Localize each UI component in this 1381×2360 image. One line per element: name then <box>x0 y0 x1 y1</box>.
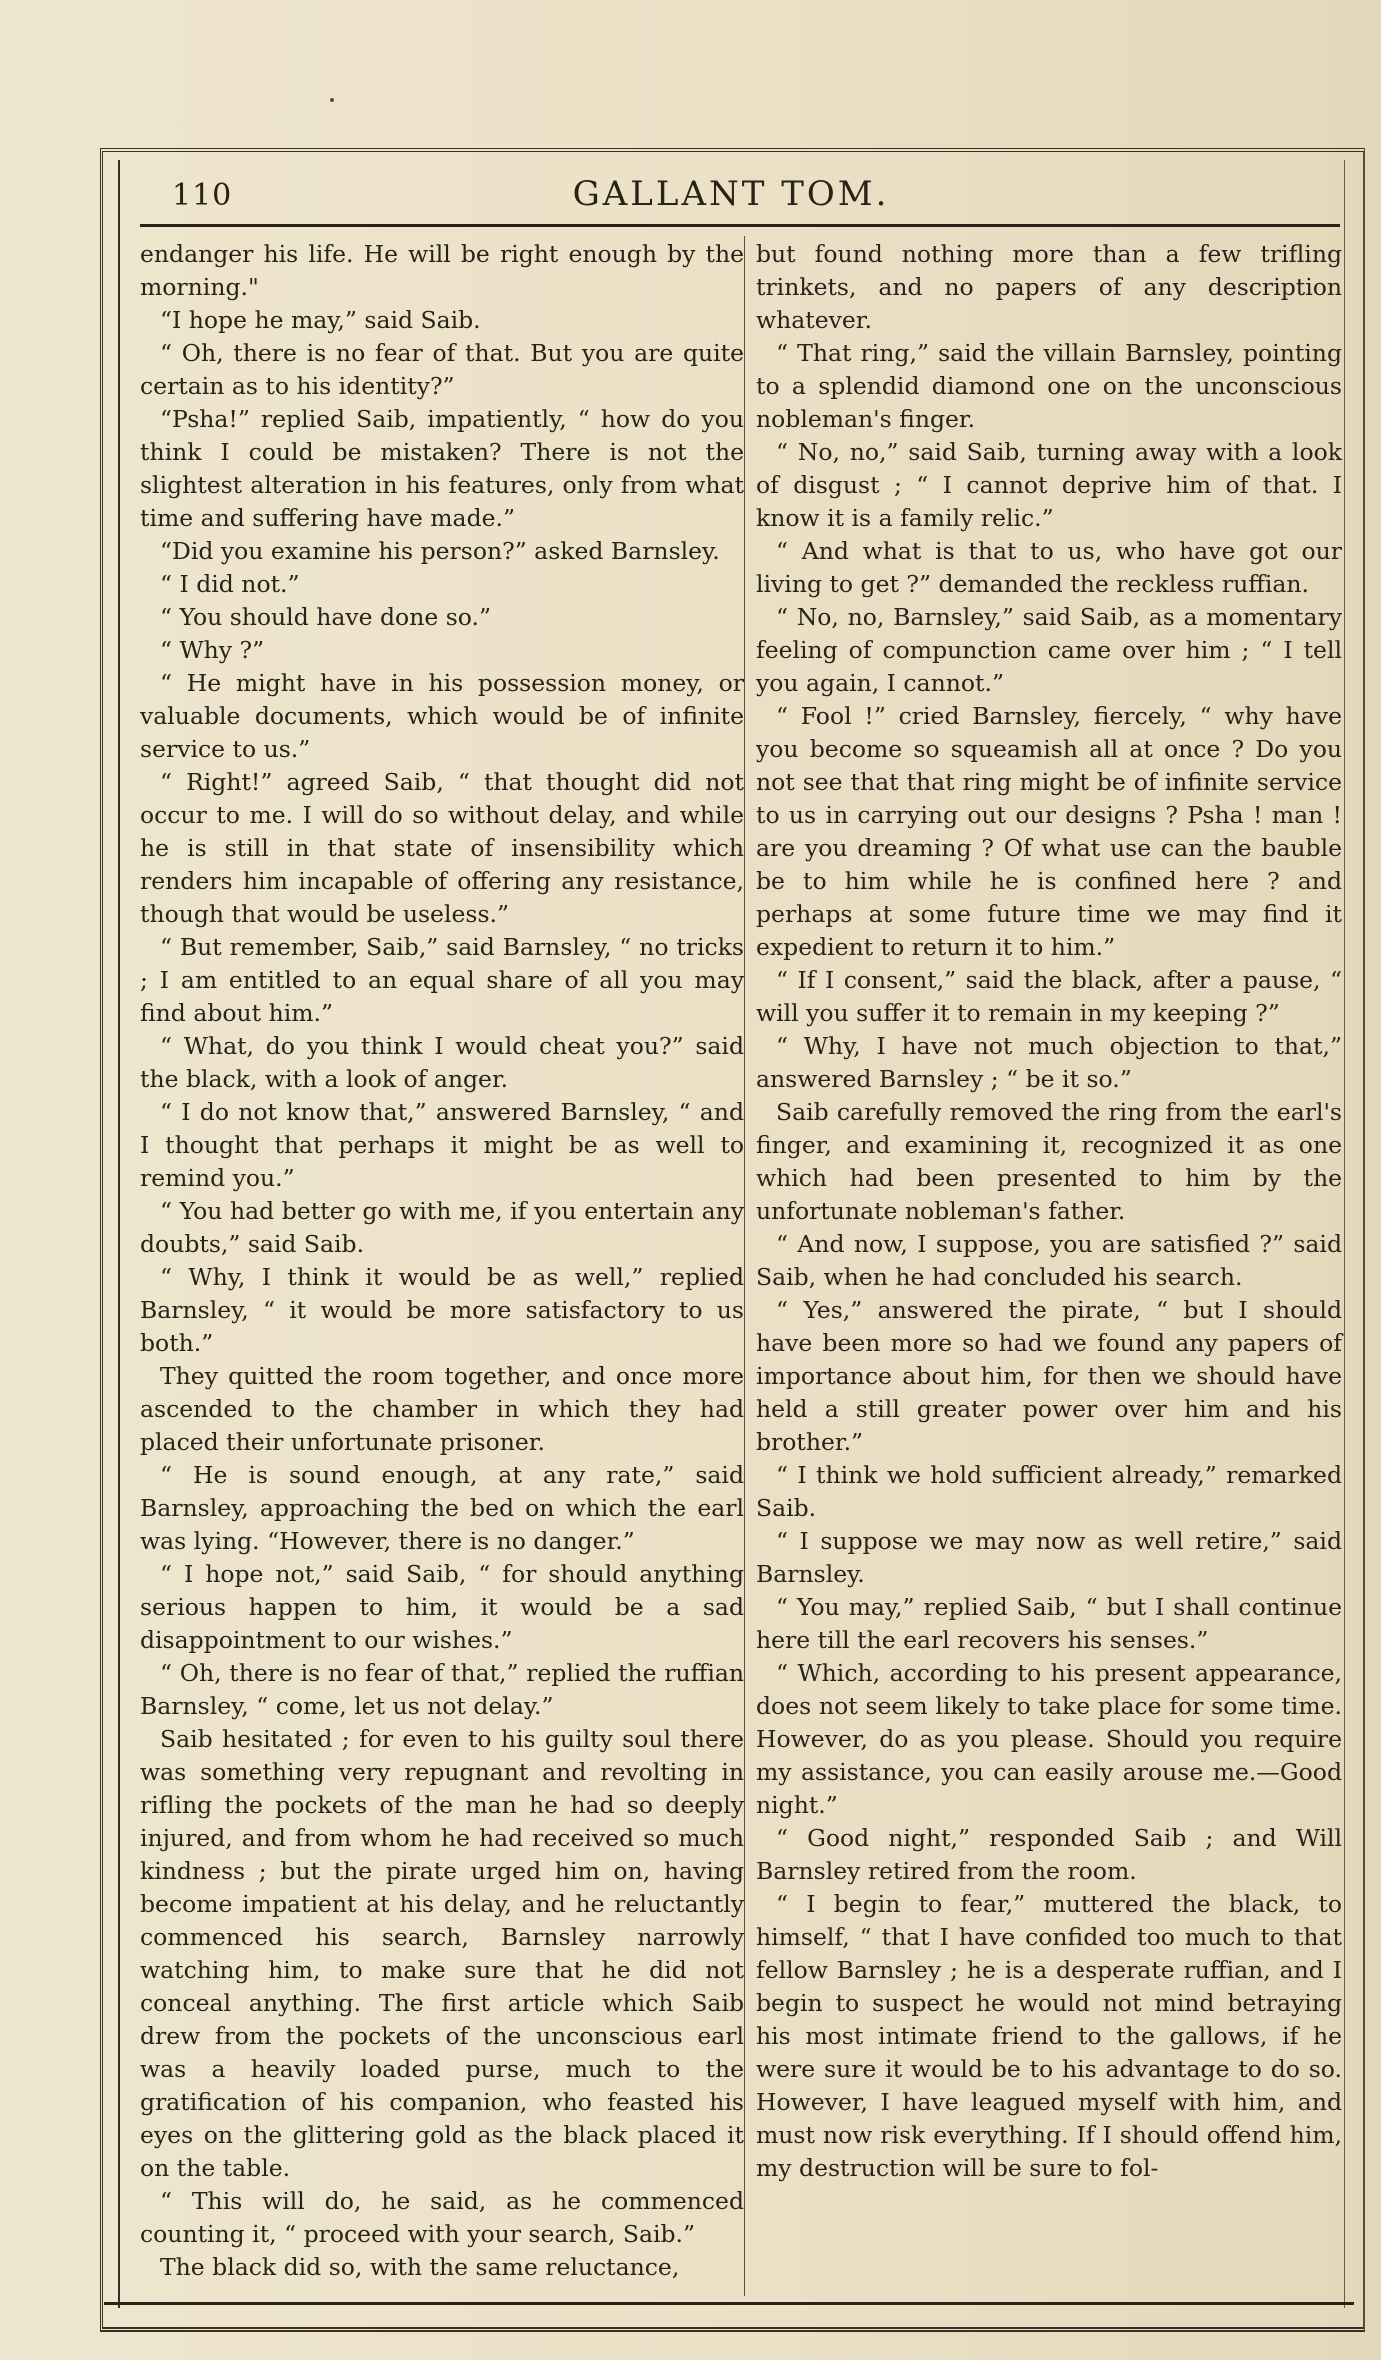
paragraph: “ And now, I suppose, you are satisfied ?” said Saib, when he had concluded his search. <box>756 1230 1342 1291</box>
page-header <box>120 160 1342 220</box>
paragraph: “ I suppose we may now as well retire,” said Barnsley. <box>756 1527 1342 1588</box>
paragraph: “ I hope not,” said Saib, “ for should anything serious happen to him, it would be a sad disappointment to our wishes.” <box>140 1560 744 1654</box>
paragraph: but found nothing more than a few trifling trinkets, and no papers of any description whatever. <box>756 240 1342 334</box>
paragraph: “Psha!” replied Saib, impatiently, “ how do you think I could be mistaken? There is not the slightest alteration in his features, only from what time and suffering have made.” <box>140 405 744 532</box>
paragraph: They quitted the room together, and once more ascended to the chamber in which they had placed their unfortunate prisoner. <box>140 1362 744 1456</box>
column-divider <box>744 236 745 2296</box>
paragraph: The black did so, with the same reluctance, <box>160 2253 680 2281</box>
paragraph: “ You had better go with me, if you entertain any doubts,” said Saib. <box>140 1197 744 1258</box>
right-column <box>756 238 1342 2185</box>
paragraph: Saib carefully removed the ring from the earl's finger, and examining it, recognized it as one which had been presented to him by the unfortunate nobleman's father. <box>756 1098 1342 1225</box>
paragraph: Saib hesitated ; for even to his guilty soul there was something very repugnant and revolting in rifling the pockets of the man he had so deeply injured, and from whom he had received so much kindness ; but the pirate urged him on, having become impatient at his delay, and he reluctantly commenced his search, Barnsley narrowly watching him, to make sure that he did not conceal anything. The first article which Saib drew from the pockets of the unconscious earl was a heavily loaded purse, much to the gratification of his companion, who feasted his eyes on the glittering gold as the black placed it on the table. <box>140 1725 744 2182</box>
paragraph: “ Why, I think it would be as well,” replied Barnsley, “ it would be more satisfactory to us both.” <box>140 1263 744 1357</box>
paragraph: “ If I consent,” said the black, after a pause, “ will you suffer it to remain in my keeping ?” <box>756 966 1342 1027</box>
paragraph: “ Yes,” answered the pirate, “ but I should have been more so had we found any papers of importance about him, for then we should have held a still greater power over him and his brother.” <box>756 1296 1342 1456</box>
paragraph: “ No, no,” said Saib, turning away with a look of disgust ; “ I cannot deprive him of that. I know it is a family relic.” <box>756 438 1342 532</box>
paragraph: “ Which, according to his present appearance, does not seem likely to take place for some time. However, do as you please. Should you require my assistance, you can easily arouse me.—Good night.” <box>756 1659 1342 1819</box>
paragraph: “ Fool !” cried Barnsley, fiercely, “ why have you become so squeamish all at once ? Do you not see that that ring might be of infinite service to us in carrying out our designs ? Psha ! man ! are you dreaming ? Of what use can the bauble be to him while he is confined here ? and perhaps at some future time we may find it expedient to return it to him.” <box>756 702 1342 961</box>
paragraph: “ And what is that to us, who have got our living to get ?” demanded the reckless ruffian. <box>756 537 1342 598</box>
ink-speck <box>330 98 334 102</box>
paragraph: “ No, no, Barnsley,” said Saib, as a momentary feeling of compunction came over him ; “ I tell you again, I cannot.” <box>756 603 1342 697</box>
paragraph: “ I did not.” <box>160 570 300 598</box>
paragraph: “ That ring,” said the villain Barnsley, pointing to a splendid diamond one on the unconscious nobleman's finger. <box>756 339 1342 433</box>
paragraph: “ You should have done so.” <box>160 603 491 631</box>
paragraph: “ Oh, there is no fear of that,” replied the ruffian Barnsley, “ come, let us not delay.” <box>140 1659 744 1720</box>
left-column <box>140 238 744 2284</box>
paragraph: “ He might have in his possession money, or valuable documents, which would be of infinite service to us.” <box>140 669 744 763</box>
paragraph: “ Oh, there is no fear of that. But you are quite certain as to his identity?” <box>140 339 744 400</box>
paragraph: “ What, do you think I would cheat you?” said the black, with a look of anger. <box>140 1032 744 1093</box>
paragraph: “I hope he may,” said Saib. <box>160 306 481 334</box>
paragraph: “ I think we hold sufficient already,” remarked Saib. <box>756 1461 1342 1522</box>
paragraph: “ You may,” replied Saib, “ but I shall continue here till the earl recovers his senses.” <box>756 1593 1342 1654</box>
paragraph: “ But remember, Saib,” said Barnsley, “ no tricks ; I am entitled to an equal share of all you may find about him.” <box>140 933 744 1027</box>
running-title: GALLANT TOM. <box>572 174 890 214</box>
paragraph: “ I do not know that,” answered Barnsley, “ and I thought that perhaps it might be as well to remind you.” <box>140 1098 744 1192</box>
paragraph: “ Right!” agreed Saib, “ that thought did not occur to me. I will do so without delay, and while he is still in that state of insensibility which renders him incapable of offering any resistance, though that would be useless.” <box>140 768 744 928</box>
bottom-rule <box>104 2302 1354 2305</box>
header-rule <box>140 224 1340 227</box>
page-number: 110 <box>172 178 233 213</box>
paragraph: “ Why ?” <box>160 636 265 664</box>
paragraph: “ Why, I have not much objection to that,” answered Barnsley ; “ be it so.” <box>756 1032 1342 1093</box>
paragraph: “Did you examine his person?” asked Barnsley. <box>160 537 720 565</box>
paragraph: “ This will do, he said, as he commenced counting it, “ proceed with your search, Saib.” <box>140 2187 744 2248</box>
paragraph: “ I begin to fear,” muttered the black, to himself, “ that I have confided too much to that fellow Barnsley ; he is a desperate ruffian, and I begin to suspect he would not mind betraying his most intimate friend to the gallows, if he were sure it would be to his advantage to do so. However, I have leagued myself with him, and must now risk everything. If I should offend him, my destruction will be sure to fol- <box>756 1890 1342 2182</box>
paragraph: “ He is sound enough, at any rate,” said Barnsley, approaching the bed on which the earl was lying. “However, there is no danger.” <box>140 1461 744 1555</box>
paragraph: “ Good night,” responded Saib ; and Will Barnsley retired from the room. <box>756 1824 1342 1885</box>
paragraph: endanger his life. He will be right enough by the morning." <box>140 240 744 301</box>
